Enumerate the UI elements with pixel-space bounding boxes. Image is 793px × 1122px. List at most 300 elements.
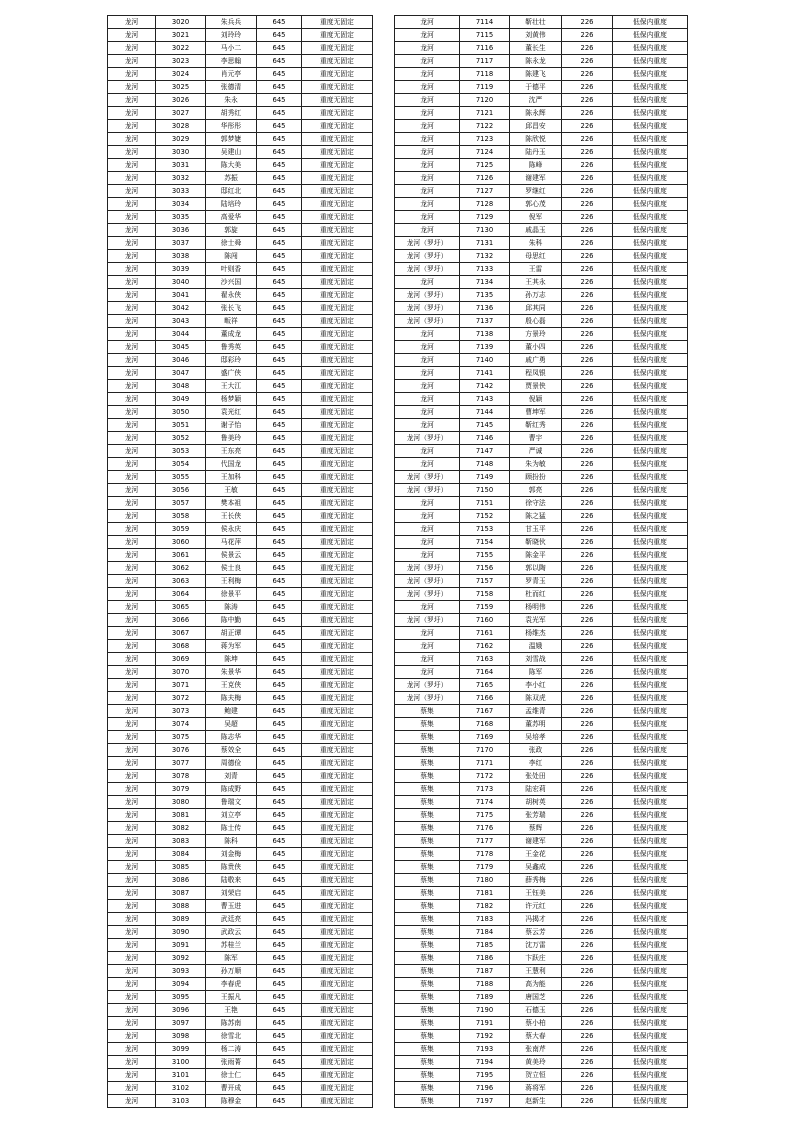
name-cell: 董小四	[510, 341, 562, 354]
name-cell: 陈军	[206, 952, 257, 965]
category-cell: 低保内重度	[613, 640, 688, 653]
name-cell: 叶则香	[206, 263, 257, 276]
category-cell: 低保内重度	[613, 666, 688, 679]
name-cell: 沙兴国	[206, 276, 257, 289]
number-cell: 3100	[156, 1056, 206, 1069]
category-cell: 低保内重度	[613, 861, 688, 874]
amount-cell: 226	[562, 445, 613, 458]
category-cell: 低保内重度	[613, 835, 688, 848]
category-cell: 重度无固定	[302, 523, 373, 536]
town-cell: 龙河	[108, 29, 156, 42]
town-cell: 龙河	[108, 354, 156, 367]
number-cell: 3059	[156, 523, 206, 536]
amount-cell: 645	[257, 289, 302, 302]
name-cell: 陆敬来	[206, 874, 257, 887]
town-cell: 蔡集	[395, 848, 460, 861]
category-cell: 重度无固定	[302, 185, 373, 198]
category-cell: 低保内重度	[613, 809, 688, 822]
amount-cell: 226	[562, 120, 613, 133]
number-cell: 7193	[460, 1043, 510, 1056]
category-cell: 低保内重度	[613, 380, 688, 393]
table-row	[108, 562, 373, 575]
town-cell: 蔡集	[395, 718, 460, 731]
name-cell: 方景玲	[510, 328, 562, 341]
table-row	[395, 1043, 688, 1056]
table-row	[395, 107, 688, 120]
number-cell: 7164	[460, 666, 510, 679]
amount-cell: 226	[562, 471, 613, 484]
table-row	[395, 16, 688, 29]
number-cell: 7187	[460, 965, 510, 978]
town-cell: 龙河	[395, 120, 460, 133]
category-cell: 低保内重度	[613, 601, 688, 614]
amount-cell: 645	[257, 237, 302, 250]
category-cell: 低保内重度	[613, 653, 688, 666]
category-cell: 重度无固定	[302, 835, 373, 848]
name-cell: 王大江	[206, 380, 257, 393]
table-row	[395, 536, 688, 549]
number-cell: 3096	[156, 1004, 206, 1017]
town-cell: 龙河（罗圩）	[395, 471, 460, 484]
number-cell: 7134	[460, 276, 510, 289]
table-row	[108, 406, 373, 419]
name-cell: 石德玉	[510, 1004, 562, 1017]
amount-cell: 645	[257, 159, 302, 172]
town-cell: 龙河	[395, 536, 460, 549]
category-cell: 低保内重度	[613, 1004, 688, 1017]
number-cell: 3075	[156, 731, 206, 744]
name-cell: 杨明伟	[510, 601, 562, 614]
table-row	[395, 237, 688, 250]
category-cell: 重度无固定	[302, 367, 373, 380]
town-cell: 龙河	[108, 666, 156, 679]
number-cell: 3043	[156, 315, 206, 328]
amount-cell: 226	[562, 731, 613, 744]
amount-cell: 645	[257, 640, 302, 653]
town-cell: 龙河	[108, 406, 156, 419]
table-row	[395, 133, 688, 146]
amount-cell: 645	[257, 250, 302, 263]
town-cell: 龙河	[395, 172, 460, 185]
number-cell: 7133	[460, 263, 510, 276]
name-cell: 代国龙	[206, 458, 257, 471]
name-cell: 倪军	[510, 211, 562, 224]
category-cell: 低保内重度	[613, 276, 688, 289]
town-cell: 龙河	[108, 705, 156, 718]
table-row	[108, 601, 373, 614]
number-cell: 7154	[460, 536, 510, 549]
table-row	[395, 965, 688, 978]
category-cell: 重度无固定	[302, 926, 373, 939]
category-cell: 重度无固定	[302, 42, 373, 55]
number-cell: 3060	[156, 536, 206, 549]
table-row	[108, 653, 373, 666]
amount-cell: 645	[257, 744, 302, 757]
amount-cell: 226	[562, 887, 613, 900]
table-row	[395, 198, 688, 211]
number-cell: 3057	[156, 497, 206, 510]
category-cell: 重度无固定	[302, 55, 373, 68]
table-row	[395, 1017, 688, 1030]
name-cell: 陈夫梅	[206, 692, 257, 705]
category-cell: 低保内重度	[613, 887, 688, 900]
town-cell: 龙河	[108, 939, 156, 952]
number-cell: 7194	[460, 1056, 510, 1069]
town-cell: 龙河	[108, 289, 156, 302]
table-row	[395, 159, 688, 172]
name-cell: 孙万顺	[206, 965, 257, 978]
amount-cell: 226	[562, 302, 613, 315]
category-cell: 低保内重度	[613, 679, 688, 692]
category-cell: 低保内重度	[613, 1069, 688, 1082]
category-cell: 重度无固定	[302, 653, 373, 666]
amount-cell: 645	[257, 42, 302, 55]
category-cell: 低保内重度	[613, 549, 688, 562]
town-cell: 龙河	[395, 68, 460, 81]
category-cell: 重度无固定	[302, 289, 373, 302]
number-cell: 3101	[156, 1069, 206, 1082]
category-cell: 低保内重度	[613, 237, 688, 250]
name-cell: 赵新生	[510, 1095, 562, 1108]
number-cell: 7116	[460, 42, 510, 55]
town-cell: 龙河	[108, 835, 156, 848]
town-cell: 龙河	[108, 276, 156, 289]
table-row	[108, 939, 373, 952]
table-row	[108, 744, 373, 757]
number-cell: 3068	[156, 640, 206, 653]
town-cell: 龙河	[108, 848, 156, 861]
table-row	[108, 926, 373, 939]
category-cell: 重度无固定	[302, 445, 373, 458]
amount-cell: 226	[562, 965, 613, 978]
table-row	[108, 250, 373, 263]
number-cell: 3021	[156, 29, 206, 42]
number-cell: 7179	[460, 861, 510, 874]
table-row	[108, 640, 373, 653]
number-cell: 3052	[156, 432, 206, 445]
category-cell: 重度无固定	[302, 757, 373, 770]
table-row	[395, 224, 688, 237]
name-cell: 王钰美	[510, 887, 562, 900]
amount-cell: 645	[257, 692, 302, 705]
table-row	[108, 627, 373, 640]
amount-cell: 645	[257, 770, 302, 783]
amount-cell: 645	[257, 94, 302, 107]
table-row	[395, 315, 688, 328]
number-cell: 7172	[460, 770, 510, 783]
table-row	[108, 1004, 373, 1017]
category-cell: 重度无固定	[302, 1095, 373, 1108]
town-cell: 龙河	[395, 29, 460, 42]
amount-cell: 226	[562, 29, 613, 42]
number-cell: 7143	[460, 393, 510, 406]
name-cell: 陈永辉	[510, 107, 562, 120]
amount-cell: 645	[257, 211, 302, 224]
table-row	[395, 354, 688, 367]
number-cell: 7142	[460, 380, 510, 393]
category-cell: 低保内重度	[613, 328, 688, 341]
name-cell: 谢建军	[510, 172, 562, 185]
category-cell: 重度无固定	[302, 471, 373, 484]
town-cell: 龙河	[108, 640, 156, 653]
town-cell: 龙河	[108, 627, 156, 640]
table-row	[108, 965, 373, 978]
town-cell: 龙河	[108, 900, 156, 913]
category-cell: 重度无固定	[302, 341, 373, 354]
table-row	[395, 1004, 688, 1017]
category-cell: 重度无固定	[302, 1043, 373, 1056]
number-cell: 7117	[460, 55, 510, 68]
category-cell: 低保内重度	[613, 406, 688, 419]
amount-cell: 645	[257, 978, 302, 991]
name-cell: 蒋为军	[206, 640, 257, 653]
amount-cell: 645	[257, 809, 302, 822]
number-cell: 7171	[460, 757, 510, 770]
name-cell: 贾景侠	[510, 380, 562, 393]
number-cell: 3064	[156, 588, 206, 601]
category-cell: 低保内重度	[613, 29, 688, 42]
town-cell: 蔡集	[395, 1056, 460, 1069]
number-cell: 3062	[156, 562, 206, 575]
town-cell: 龙河	[108, 965, 156, 978]
amount-cell: 226	[562, 653, 613, 666]
name-cell: 徐雪北	[206, 1030, 257, 1043]
category-cell: 低保内重度	[613, 848, 688, 861]
number-cell: 7128	[460, 198, 510, 211]
table-row	[395, 575, 688, 588]
name-cell: 蔡辉	[510, 822, 562, 835]
amount-cell: 226	[562, 250, 613, 263]
number-cell: 7129	[460, 211, 510, 224]
name-cell: 刘金梅	[206, 848, 257, 861]
name-cell: 蔡小柏	[510, 1017, 562, 1030]
town-cell: 龙河	[395, 354, 460, 367]
number-cell: 7197	[460, 1095, 510, 1108]
category-cell: 重度无固定	[302, 81, 373, 94]
town-cell: 龙河	[108, 68, 156, 81]
category-cell: 重度无固定	[302, 1056, 373, 1069]
town-cell: 龙河	[108, 679, 156, 692]
number-cell: 3027	[156, 107, 206, 120]
name-cell: 华彤彤	[206, 120, 257, 133]
town-cell: 蔡集	[395, 1004, 460, 1017]
category-cell: 低保内重度	[613, 783, 688, 796]
table-row	[108, 133, 373, 146]
number-cell: 7196	[460, 1082, 510, 1095]
name-cell: 蒋将军	[510, 1082, 562, 1095]
category-cell: 低保内重度	[613, 107, 688, 120]
town-cell: 蔡集	[395, 809, 460, 822]
table-row	[395, 809, 688, 822]
amount-cell: 645	[257, 172, 302, 185]
number-cell: 3049	[156, 393, 206, 406]
name-cell: 陈贵侠	[206, 861, 257, 874]
name-cell: 冯揭才	[510, 913, 562, 926]
town-cell: 龙河	[108, 1004, 156, 1017]
category-cell: 低保内重度	[613, 952, 688, 965]
table-row	[108, 81, 373, 94]
name-cell: 王振凡	[206, 991, 257, 1004]
town-cell: 龙河	[108, 237, 156, 250]
name-cell: 杨维杰	[510, 627, 562, 640]
amount-cell: 226	[562, 263, 613, 276]
number-cell: 7165	[460, 679, 510, 692]
number-cell: 3076	[156, 744, 206, 757]
town-cell: 龙河	[108, 1030, 156, 1043]
town-cell: 龙河	[395, 224, 460, 237]
number-cell: 7182	[460, 900, 510, 913]
town-cell: 龙河	[108, 172, 156, 185]
number-cell: 7140	[460, 354, 510, 367]
number-cell: 7148	[460, 458, 510, 471]
amount-cell: 226	[562, 380, 613, 393]
amount-cell: 226	[562, 1017, 613, 1030]
town-cell: 龙河	[108, 328, 156, 341]
name-cell: 蔡云芳	[510, 926, 562, 939]
amount-cell: 645	[257, 562, 302, 575]
name-cell: 吴鑫成	[510, 861, 562, 874]
name-cell: 杨梦颖	[206, 393, 257, 406]
name-cell: 罗青玉	[510, 575, 562, 588]
table-row	[395, 1056, 688, 1069]
town-cell: 龙河	[395, 549, 460, 562]
town-cell: 龙河	[395, 94, 460, 107]
number-cell: 7181	[460, 887, 510, 900]
town-cell: 龙河	[108, 887, 156, 900]
table-row	[395, 406, 688, 419]
town-cell: 蔡集	[395, 705, 460, 718]
name-cell: 张南芹	[510, 1043, 562, 1056]
town-cell: 龙河（罗圩）	[395, 263, 460, 276]
amount-cell: 226	[562, 211, 613, 224]
number-cell: 7159	[460, 601, 510, 614]
name-cell: 高爱华	[206, 211, 257, 224]
town-cell: 蔡集	[395, 835, 460, 848]
name-cell: 王加科	[206, 471, 257, 484]
category-cell: 低保内重度	[613, 1017, 688, 1030]
amount-cell: 645	[257, 471, 302, 484]
name-cell: 吴建山	[206, 146, 257, 159]
town-cell: 龙河	[108, 991, 156, 1004]
amount-cell: 226	[562, 276, 613, 289]
name-cell: 董成龙	[206, 328, 257, 341]
amount-cell: 645	[257, 315, 302, 328]
amount-cell: 645	[257, 1004, 302, 1017]
name-cell: 刘荣启	[206, 887, 257, 900]
amount-cell: 226	[562, 809, 613, 822]
category-cell: 重度无固定	[302, 159, 373, 172]
table-row	[395, 55, 688, 68]
category-cell: 重度无固定	[302, 146, 373, 159]
name-cell: 王慧利	[510, 965, 562, 978]
amount-cell: 226	[562, 16, 613, 29]
amount-cell: 226	[562, 419, 613, 432]
name-cell: 鲍建	[206, 705, 257, 718]
town-cell: 龙河（罗圩）	[395, 614, 460, 627]
category-cell: 低保内重度	[613, 393, 688, 406]
amount-cell: 645	[257, 536, 302, 549]
name-cell: 陈涛	[206, 601, 257, 614]
category-cell: 低保内重度	[613, 172, 688, 185]
town-cell: 蔡集	[395, 1030, 460, 1043]
table-row	[395, 81, 688, 94]
number-cell: 3031	[156, 159, 206, 172]
category-cell: 低保内重度	[613, 965, 688, 978]
town-cell: 龙河	[108, 445, 156, 458]
amount-cell: 226	[562, 484, 613, 497]
number-cell: 7180	[460, 874, 510, 887]
category-cell: 重度无固定	[302, 913, 373, 926]
name-cell: 王其永	[510, 276, 562, 289]
town-cell: 龙河	[108, 588, 156, 601]
category-cell: 低保内重度	[613, 133, 688, 146]
town-cell: 龙河	[108, 536, 156, 549]
name-cell: 陈欣悦	[510, 133, 562, 146]
amount-cell: 645	[257, 757, 302, 770]
number-cell: 3077	[156, 757, 206, 770]
category-cell: 重度无固定	[302, 575, 373, 588]
town-cell: 龙河	[108, 302, 156, 315]
amount-cell: 645	[257, 406, 302, 419]
category-cell: 低保内重度	[613, 289, 688, 302]
number-cell: 7121	[460, 107, 510, 120]
table-row	[395, 757, 688, 770]
amount-cell: 226	[562, 822, 613, 835]
town-cell: 龙河	[108, 458, 156, 471]
town-cell: 龙河	[108, 523, 156, 536]
number-cell: 3022	[156, 42, 206, 55]
number-cell: 3056	[156, 484, 206, 497]
amount-cell: 226	[562, 432, 613, 445]
table-row	[108, 718, 373, 731]
number-cell: 7191	[460, 1017, 510, 1030]
category-cell: 重度无固定	[302, 94, 373, 107]
name-cell: 肖元亭	[206, 68, 257, 81]
amount-cell: 226	[562, 289, 613, 302]
category-cell: 低保内重度	[613, 484, 688, 497]
number-cell: 3095	[156, 991, 206, 1004]
amount-cell: 226	[562, 1030, 613, 1043]
category-cell: 重度无固定	[302, 276, 373, 289]
amount-cell: 226	[562, 744, 613, 757]
number-cell: 7176	[460, 822, 510, 835]
category-cell: 重度无固定	[302, 198, 373, 211]
amount-cell: 226	[562, 315, 613, 328]
name-cell: 朱永	[206, 94, 257, 107]
town-cell: 龙河	[108, 1056, 156, 1069]
category-cell: 低保内重度	[613, 757, 688, 770]
amount-cell: 645	[257, 1030, 302, 1043]
category-cell: 重度无固定	[302, 68, 373, 81]
number-cell: 3037	[156, 237, 206, 250]
number-cell: 3054	[156, 458, 206, 471]
number-cell: 3046	[156, 354, 206, 367]
town-cell: 龙河	[108, 497, 156, 510]
category-cell: 重度无固定	[302, 497, 373, 510]
table-row	[108, 900, 373, 913]
number-cell: 7120	[460, 94, 510, 107]
amount-cell: 226	[562, 458, 613, 471]
table-row	[108, 614, 373, 627]
category-cell: 重度无固定	[302, 263, 373, 276]
town-cell: 龙河	[395, 510, 460, 523]
category-cell: 低保内重度	[613, 614, 688, 627]
table-row	[108, 887, 373, 900]
table-row	[395, 185, 688, 198]
amount-cell: 226	[562, 393, 613, 406]
table-row	[395, 718, 688, 731]
table-row	[108, 185, 373, 198]
